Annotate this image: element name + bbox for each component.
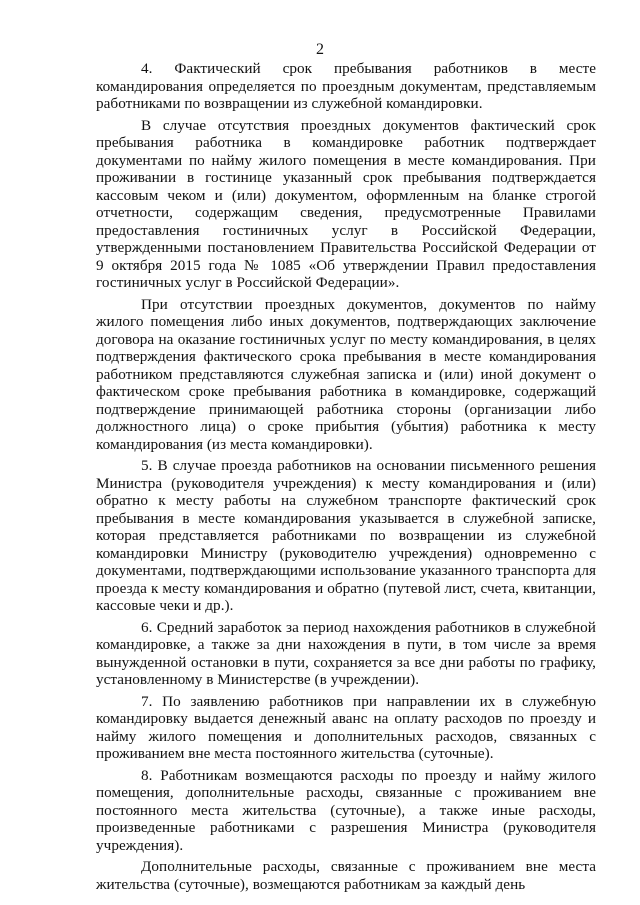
paragraph-5: 5. В случае проезда работников на основании письменного решения Министра (руководителя учреждения) к месту командирования и (или) обратно к месту работы на служебном транспорте фактический срок пребывания в месте командирования указывается в служебной записке, которая представляется работниками по возвращении из служебной командировки Министру (руководителю учреждения) одновременно с документами, подтверждающими использование указанного транспорта для проезда к месту командирования и обратно (путевой лист, счета, квитанции, кассовые чеки и др.). — [96, 457, 596, 614]
paragraph-8-daily-allowance: Дополнительные расходы, связанные с проживанием вне места жительства (суточные), возмещаются работникам за каждый день — [96, 858, 596, 893]
document-body — [96, 60, 596, 897]
paragraph-6: 6. Средний заработок за период нахождения работников в служебной командировке, а также за дни нахождения в пути, в том числе за время вынужденной остановки в пути, сохраняется за все дни работы по графику, установленному в Министерстве (в учреждении). — [96, 618, 596, 688]
paragraph-4-absence-of-documents: В случае отсутствия проездных документов фактический срок пребывания работника в командировке работник подтверждает документами по найму жилого помещения в месте командирования. При проживании в гостинице указанный срок пребывания подтверждается кассовым чеком и (или) документом, оформленным на бланке строгой отчетности, содержащим сведения, предусмотренные Правилами предоставления гостиничных услуг в Российской Федерации, утвержденными постановлением Правительства Российской Федерации от 9 октября 2015 года № 1085 «Об утверждении Правил предоставления гостиничных услуг в Российской Федерации». — [96, 116, 596, 291]
paragraph-7: 7. По заявлению работников при направлении их в служебную командировку выдается денежный аванс на оплату расходов по проезду и найму жилого помещения и дополнительных расходов, связанных с проживанием вне места постоянного жительства (суточные). — [96, 692, 596, 762]
paragraph-8: 8. Работникам возмещаются расходы по проезду и найму жилого помещения, дополнительные расходы, связанные с проживанием вне постоянного места жительства (суточные), а также иные расходы, произведенные работниками с разрешения Министра (руководителя учреждения). — [96, 766, 596, 854]
page-number: 2 — [316, 41, 324, 58]
paragraph-4-service-note: При отсутствии проездных документов, документов по найму жилого помещения либо иных документов, подтверждающих заключение договора на оказание гостиничных услуг по месту командирования, в целях подтверждения фактического срока пребывания в месте командирования работником представляются служебная записка и (или) иной документ о фактическом сроке пребывания работника в командировке, содержащий подтверждение принимающей работника стороны (организации либо должностного лица) о сроке прибытия (убытия) работника к месту командирования (из места командировки). — [96, 295, 596, 453]
paragraph-4: 4. Фактический срок пребывания работников в месте командирования определяется по проездным документам, представляемым работниками по возвращении из служебной командировки. — [96, 60, 596, 112]
